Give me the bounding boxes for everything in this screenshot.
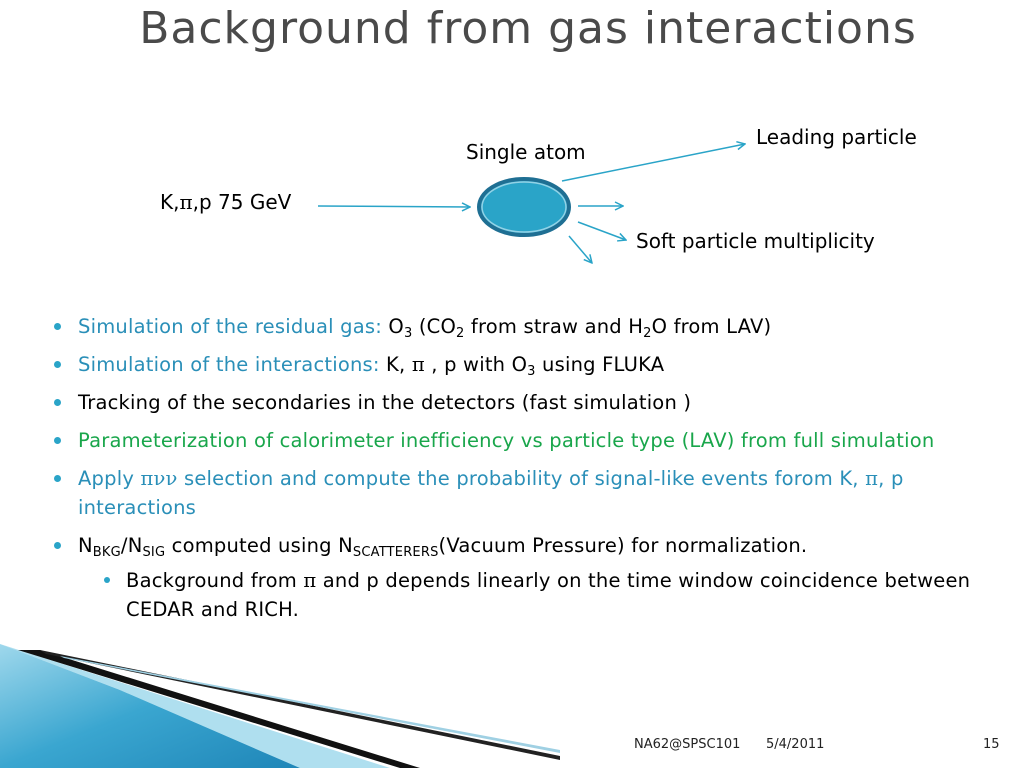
- footer-presentation: NA62@SPSC101: [634, 737, 741, 752]
- beam-arrow: [318, 206, 470, 207]
- footer-page-number: 15: [983, 737, 1000, 752]
- leading-particle-label: Leading particle: [756, 125, 917, 149]
- bullet-normalization: $N_{BKG}/N_{SIG}$ computed using $N_{SCATTERERS}(Vacuum$ Pressure) for normalization. Background from π and p depends linearly on the time window coincidence between CEDAR and RICH.: [52, 531, 987, 624]
- bullet-parameterization: Parameterization of calorimeter inefficiency vs particle type (LAV) from full simulation: [52, 426, 987, 455]
- atom-label: Single atom: [466, 140, 586, 164]
- sub-bullet-list: [78, 566, 987, 624]
- footer-date: 5/4/2011: [766, 737, 825, 752]
- sub-bullet-background: Background from π and p depends linearly on the time window coincidence between CEDAR and RICH.: [102, 566, 987, 624]
- soft-arrow-2: [578, 222, 626, 240]
- atom-shape: [479, 179, 569, 235]
- soft-arrow-3: [569, 236, 592, 263]
- bullet-interactions: Simulation of the interactions: K, π , p with $O_3$ using FLUKA: [52, 350, 987, 379]
- decorative-swoosh: [0, 630, 560, 768]
- leading-arrow: [562, 144, 745, 181]
- slide-title: Background from gas interactions: [139, 3, 917, 54]
- bullet-list: [52, 312, 987, 633]
- soft-particle-label: Soft particle multiplicity: [636, 229, 875, 253]
- bullet-tracking: Tracking of the secondaries in the detectors (fast simulation ): [52, 388, 987, 417]
- bullet-residual-gas: Simulation of the residual gas: $O_3$ ($CO_2$ from straw and $H_2O$ from LAV): [52, 312, 987, 341]
- bullet-apply-selection: Apply πνν selection and compute the probability of signal-like events forom K, π, p interactions: [52, 464, 987, 522]
- beam-label: K,π,p 75 GeV: [160, 190, 292, 214]
